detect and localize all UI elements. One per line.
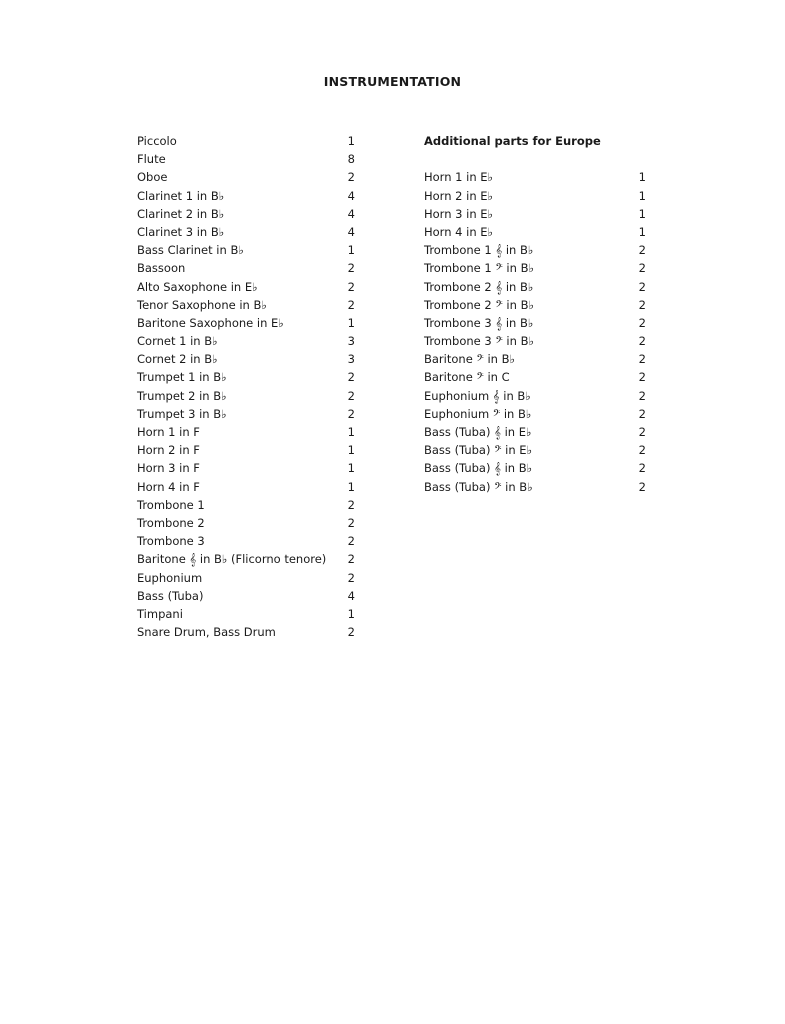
part-name: Horn 3 in F [137,461,200,476]
part-name: Flute [137,152,166,167]
part-name: Baritone 𝄞 in B♭ (Flicorno tenore) [137,552,327,567]
list-item [424,332,646,350]
list-item [137,150,359,168]
list-item [424,423,646,441]
part-name: Trombone 1 𝄞 in B♭ [424,243,534,258]
list-item [137,587,359,605]
list-item [424,259,646,277]
page-title: INSTRUMENTATION [323,74,462,89]
part-name: Clarinet 1 in B♭ [137,188,225,203]
part-name: Horn 1 in F [137,425,200,439]
list-item [137,259,359,277]
part-count: 4 [347,588,355,603]
part-name: Tenor Saxophone in B♭ [137,297,267,312]
part-count: 2 [347,370,355,385]
list-item [137,514,359,532]
part-count: 2 [347,261,355,276]
list-item [137,350,359,368]
list-item [137,532,359,550]
part-name: Trumpet 3 in B♭ [137,406,227,421]
part-name: Trombone 2 𝄞 in B♭ [424,279,534,294]
part-name: Snare Drum, Bass Drum [137,625,276,640]
list-item [137,441,359,459]
part-name: Baritone 𝄢 in B♭ [424,352,515,367]
part-count: 2 [638,279,646,294]
part-name: Euphonium 𝄞 in B♭ [424,388,531,403]
part-name: Bass (Tuba) 𝄢 in B♭ [424,479,533,494]
part-count: 1 [347,443,355,458]
part-count: 2 [347,406,355,421]
part-name: Timpani [137,606,183,621]
part-count: 2 [347,552,355,567]
part-count: 4 [347,206,355,221]
part-count: 1 [638,170,646,185]
list-item [137,459,359,477]
list-item [424,278,646,296]
part-name: Euphonium [137,570,203,585]
part-count: 2 [638,443,646,458]
part-count: 1 [347,479,355,494]
part-count: 2 [638,388,646,403]
part-name: Euphonium 𝄢 in B♭ [424,406,532,421]
part-count: 2 [638,461,646,476]
list-item [424,387,646,405]
list-item [137,132,359,150]
list-item [137,623,359,641]
part-name: Baritone 𝄢 in C [424,370,510,385]
list-item [424,405,646,423]
list-item [137,332,359,350]
part-name: Cornet 1 in B♭ [137,334,218,349]
list-item [137,387,359,405]
list-item [137,478,359,496]
part-count: 2 [638,297,646,312]
part-count: 2 [347,279,355,294]
list-item [137,550,359,568]
part-count: 1 [638,188,646,203]
list-item [424,350,646,368]
part-name: Trombone 2 𝄢 in B♭ [424,297,534,312]
list-item [424,441,646,459]
list-item [424,187,646,205]
list-item [137,423,359,441]
part-name: Trumpet 2 in B♭ [137,388,227,403]
part-name: Trombone 3 𝄢 in B♭ [424,334,534,349]
part-count: 1 [347,606,355,621]
part-count: 2 [347,515,355,530]
part-count: 2 [638,406,646,421]
part-name: Trombone 1 𝄢 in B♭ [424,261,534,276]
list-item [424,168,646,186]
part-count: 4 [347,188,355,203]
part-name: Bass (Tuba) 𝄞 in E♭ [424,425,532,439]
part-name: Bass (Tuba) [137,588,204,603]
part-name: Alto Saxophone in E♭ [137,279,258,294]
part-name: Trombone 1 [137,497,205,512]
part-name: Piccolo [137,134,177,148]
list-item [137,187,359,205]
part-count: 2 [347,170,355,185]
part-name: Horn 4 in F [137,479,200,494]
list-item [424,314,646,332]
list-item [424,296,646,314]
list-item [137,168,359,186]
list-item [424,223,646,241]
list-item [137,278,359,296]
part-count: 2 [347,497,355,512]
list-item [137,223,359,241]
part-name: Bass (Tuba) 𝄢 in E♭ [424,443,532,458]
list-item [424,459,646,477]
list-item [137,314,359,332]
europe-parts-list [424,132,646,496]
part-name: Clarinet 3 in B♭ [137,224,225,239]
part-count: 1 [638,224,646,239]
part-count: 3 [347,352,355,367]
list-item [424,368,646,386]
part-count: 2 [347,625,355,640]
list-item [424,478,646,496]
part-name: Trombone 2 [137,515,205,530]
part-name: Baritone Saxophone in E♭ [137,315,284,330]
part-name: Horn 1 in E♭ [424,170,493,185]
part-name: Trombone 3 𝄞 in B♭ [424,315,534,330]
part-count: 2 [347,534,355,549]
part-count: 2 [347,388,355,403]
list-item [424,205,646,223]
list-item [137,496,359,514]
list-item [137,368,359,386]
part-count: 1 [638,206,646,221]
part-name: Bass Clarinet in B♭ [137,243,244,258]
part-count: 2 [638,243,646,258]
part-count: 1 [347,425,355,439]
part-count: 1 [347,243,355,258]
part-name: Horn 4 in E♭ [424,224,493,239]
part-name: Bassoon [137,261,186,276]
part-count: 2 [347,570,355,585]
list-item [137,405,359,423]
list-item [137,605,359,623]
part-count: 2 [347,297,355,312]
part-count: 2 [638,315,646,330]
part-name: Horn 2 in E♭ [424,188,493,203]
part-count: 8 [347,152,355,167]
part-name: Horn 2 in F [137,443,200,458]
part-count: 1 [347,461,355,476]
part-count: 2 [638,352,646,367]
part-count: 4 [347,224,355,239]
part-count: 2 [638,479,646,494]
part-count: 2 [638,425,646,439]
part-name: Oboe [137,170,168,185]
part-name: Trumpet 1 in B♭ [137,370,227,385]
part-count: 3 [347,334,355,349]
section-heading: Additional parts for Europe [424,134,601,148]
part-count: 1 [347,134,355,148]
part-count: 1 [347,315,355,330]
part-name: Clarinet 2 in B♭ [137,206,225,221]
list-item [137,569,359,587]
part-count: 2 [638,334,646,349]
part-name: Bass (Tuba) 𝄞 in B♭ [424,461,533,476]
list-item [137,241,359,259]
main-parts-list [137,132,359,641]
spacer [424,150,646,168]
part-count: 2 [638,370,646,385]
list-item [424,241,646,259]
part-name: Trombone 3 [137,534,205,549]
list-item [137,296,359,314]
part-name: Horn 3 in E♭ [424,206,493,221]
part-name: Cornet 2 in B♭ [137,352,218,367]
list-item [137,205,359,223]
part-count: 2 [638,261,646,276]
